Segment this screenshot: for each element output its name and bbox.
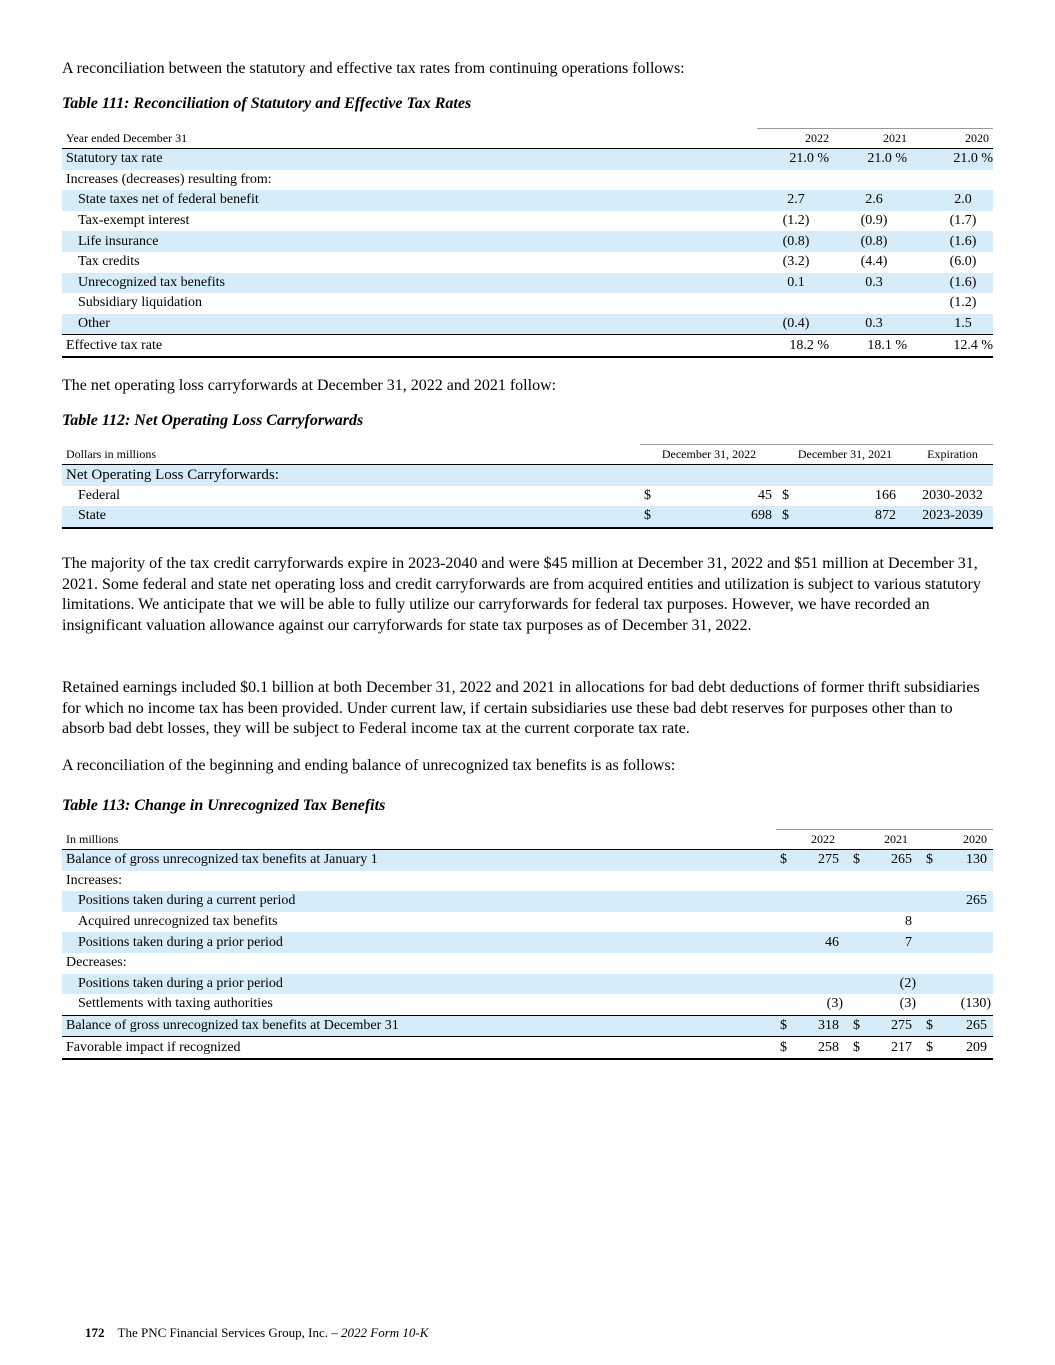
currency-2022: $: [776, 850, 794, 871]
table-row: [62, 190, 993, 211]
body-paragraph-2: Retained earnings included $0.1 billion at both December 31, 2022 and 2021 in allocations for bad debt deductions of former thrift subsidiaries for which no income tax has been provided. Under current law, if certain subsidiaries use these bad debt reserves for purposes other than to absorb bad debt losses, they will be subject to Federal income tax at the current corporate tax rate.: [62, 679, 980, 737]
cell-2022: 318: [794, 1015, 849, 1037]
cell-2020: [940, 974, 993, 995]
table-row: [62, 850, 993, 871]
row-label: Positions taken during a prior period: [62, 932, 776, 953]
row-label: Increases (decreases) resulting from:: [66, 171, 272, 187]
page-footer: [85, 1325, 428, 1341]
cell-2022: 2.7: [757, 190, 835, 211]
currency-2020: $: [922, 850, 940, 871]
currency-2022: $: [640, 506, 660, 528]
row-label: Positions taken during a prior period: [62, 974, 776, 995]
table-row: [62, 293, 993, 314]
cell-2020: (1.7): [949, 213, 977, 229]
currency-2021: $: [782, 487, 789, 503]
table-112: [62, 444, 993, 529]
header-year-2021: 2021: [849, 830, 922, 850]
table-row-total: [62, 1015, 993, 1037]
cell-2020: 130: [940, 850, 993, 871]
header-year-2022: 2022: [757, 129, 835, 149]
header-year-2021: 2021: [835, 129, 913, 149]
cell-2021: (0.8): [835, 231, 913, 252]
cell-2020: 2.0: [913, 190, 993, 211]
header-expiration: Expiration: [912, 445, 993, 465]
cell-2021: 21.0 %: [835, 149, 913, 170]
intro-paragraph-3: A reconciliation of the beginning and ending balance of unrecognized tax benefits is as follows:: [62, 757, 676, 774]
header-label: Year ended December 31: [62, 129, 757, 149]
currency-2022: $: [776, 1037, 794, 1059]
cell-2020: [940, 912, 993, 933]
row-label: Balance of gross unrecognized tax benefits at January 1: [62, 850, 776, 871]
cell-2022: 698: [660, 506, 778, 528]
table-row: [62, 994, 993, 1015]
cell-2022: 275: [794, 850, 849, 871]
cell-2020: (1.2): [949, 295, 977, 311]
currency-2022: $: [776, 1015, 794, 1037]
row-label: Unrecognized tax benefits: [62, 273, 757, 294]
cell-2022: (0.4): [757, 314, 835, 335]
table-row: [62, 953, 993, 974]
cell-2021: 265: [867, 850, 922, 871]
table-113-header: [62, 830, 993, 850]
header-dec-2021: December 31, 2021: [778, 445, 912, 465]
row-label: State: [62, 506, 640, 528]
header-dec-2022: December 31, 2022: [640, 445, 778, 465]
table-112-header: [62, 445, 993, 465]
page-number: 172: [85, 1325, 105, 1340]
cell-2020: (1.6): [913, 231, 993, 252]
cell-2020: 209: [940, 1037, 993, 1059]
row-label: Favorable impact if recognized: [62, 1037, 776, 1059]
cell-2020: 21.0 %: [913, 149, 993, 170]
cell-2021: [835, 170, 913, 191]
cell-2020: [913, 170, 993, 191]
cell-2020: (6.0): [949, 254, 977, 270]
table-row: [62, 149, 993, 170]
row-label: Other: [62, 314, 757, 335]
cell-2022: (3.2): [782, 254, 810, 270]
cell-2022: [794, 974, 849, 995]
table-113-title: Table 113: Change in Unrecognized Tax Benefits: [62, 797, 386, 814]
footer-company: The PNC Financial Services Group, Inc. –: [117, 1325, 338, 1340]
row-label: Decreases:: [66, 955, 127, 971]
table-row: [62, 891, 993, 912]
cell-2022: [757, 293, 835, 314]
cell-2020: 12.4 %: [913, 335, 993, 357]
cell-2022: 18.2 %: [757, 335, 835, 357]
cell-2021: 8: [905, 914, 912, 930]
table-111-title: Table 111: Reconciliation of Statutory and Effective Tax Rates: [62, 95, 472, 112]
table-row: [62, 871, 993, 892]
table-row: [62, 231, 993, 252]
cell-2022: [794, 912, 849, 933]
intro-paragraph-1: A reconciliation between the statutory and effective tax rates from continuing operations follows:: [62, 60, 685, 77]
cell-2021: (3): [899, 996, 916, 1012]
table-112-title: Table 112: Net Operating Loss Carryforwards: [62, 412, 364, 429]
cell-2022: 21.0 %: [757, 149, 835, 170]
row-label: Balance of gross unrecognized tax benefits at December 31: [62, 1015, 776, 1037]
cell-2021: (4.4): [860, 254, 888, 270]
currency-2021: $: [849, 1015, 867, 1037]
cell-2022: 46: [794, 932, 849, 953]
cell-2021: 18.1 %: [835, 335, 913, 357]
cell-2021: [867, 891, 922, 912]
cell-2021: 0.3: [835, 314, 913, 335]
section-label: Net Operating Loss Carryforwards:: [62, 465, 993, 486]
cell-2022: [794, 891, 849, 912]
row-label: Life insurance: [62, 231, 757, 252]
row-label: Subsidiary liquidation: [78, 295, 203, 311]
cell-2021: 217: [867, 1037, 922, 1059]
currency-2021: $: [849, 850, 867, 871]
row-label: Tax-exempt interest: [78, 213, 190, 229]
row-label: Positions taken during a current period: [62, 891, 776, 912]
row-label: Federal: [78, 487, 120, 503]
table-row: [62, 314, 993, 335]
cell-2021: [835, 293, 913, 314]
table-row: [62, 273, 993, 294]
cell-2020: (1.6): [913, 273, 993, 294]
cell-2021: 7: [867, 932, 922, 953]
table-row: [62, 932, 993, 953]
currency-2020: $: [922, 1037, 940, 1059]
table-row: [62, 1037, 993, 1059]
header-year-2020: 2020: [913, 129, 993, 149]
body-paragraph-1: The majority of the tax credit carryforwards expire in 2023-2040 and were $45 million at December 31, 2022 and $51 million at December 31, 2021. Some federal and state net operating loss and credit carryforwards are from acquired entities and utilization is subject to various statutory limitations. We anticipate that we will be able to fully utilize our carryforwards for federal tax purposes. However, we have recorded an insignificant valuation allowance against our carryforwards for state tax purposes as of December 31, 2022.: [62, 555, 981, 634]
header-label: Dollars in millions: [62, 445, 640, 465]
row-label: Statutory tax rate: [62, 149, 757, 170]
cell-2022: (1.2): [782, 213, 810, 229]
currency-2021: $: [778, 506, 798, 528]
table-row: [62, 506, 993, 528]
currency-2021: $: [849, 1037, 867, 1059]
header-year-2020: 2020: [922, 830, 993, 850]
currency-2022: $: [644, 487, 651, 503]
table-row: [62, 252, 993, 273]
table-row-total: [62, 335, 993, 357]
cell-expiration: 2023-2039: [912, 506, 993, 528]
row-label: Effective tax rate: [62, 335, 757, 357]
table-row: [62, 486, 993, 507]
cell-2022: (3): [826, 996, 843, 1012]
table-111: [62, 128, 993, 358]
cell-2022: (0.8): [757, 231, 835, 252]
table-row: [62, 974, 993, 995]
table-111-header: [62, 129, 993, 149]
intro-paragraph-2: The net operating loss carryforwards at December 31, 2022 and 2021 follow:: [62, 377, 557, 394]
header-year-2022: 2022: [776, 830, 849, 850]
cell-2022: 258: [794, 1037, 849, 1059]
cell-2020: 265: [940, 891, 993, 912]
cell-2020: [940, 932, 993, 953]
cell-expiration: 2030-2032: [922, 487, 983, 503]
cell-2021: 0.3: [835, 273, 913, 294]
cell-2021: 275: [867, 1015, 922, 1037]
cell-2020: 1.5: [913, 314, 993, 335]
row-label: Tax credits: [78, 254, 140, 270]
table-113: [62, 829, 993, 1060]
table-row: [62, 170, 993, 191]
table-row: [62, 211, 993, 232]
row-label: State taxes net of federal benefit: [62, 190, 757, 211]
cell-2021: (0.9): [860, 213, 888, 229]
cell-2022: 45: [758, 487, 772, 503]
cell-2022: 0.1: [757, 273, 835, 294]
row-label: Acquired unrecognized tax benefits: [78, 914, 278, 930]
cell-2020: (130): [960, 996, 991, 1012]
cell-2021: (2): [867, 974, 922, 995]
cell-2021: 2.6: [835, 190, 913, 211]
row-label: Increases:: [66, 872, 122, 888]
header-label: In millions: [62, 830, 776, 850]
cell-2021: 872: [798, 506, 912, 528]
cell-2021: 166: [875, 487, 896, 503]
cell-2022: [757, 170, 835, 191]
cell-2020: 265: [940, 1015, 993, 1037]
table-row-section: [62, 465, 993, 486]
table-row: [62, 912, 993, 933]
currency-2020: $: [922, 1015, 940, 1037]
footer-form: 2022 Form 10-K: [341, 1325, 429, 1340]
row-label: Settlements with taxing authorities: [78, 996, 273, 1012]
